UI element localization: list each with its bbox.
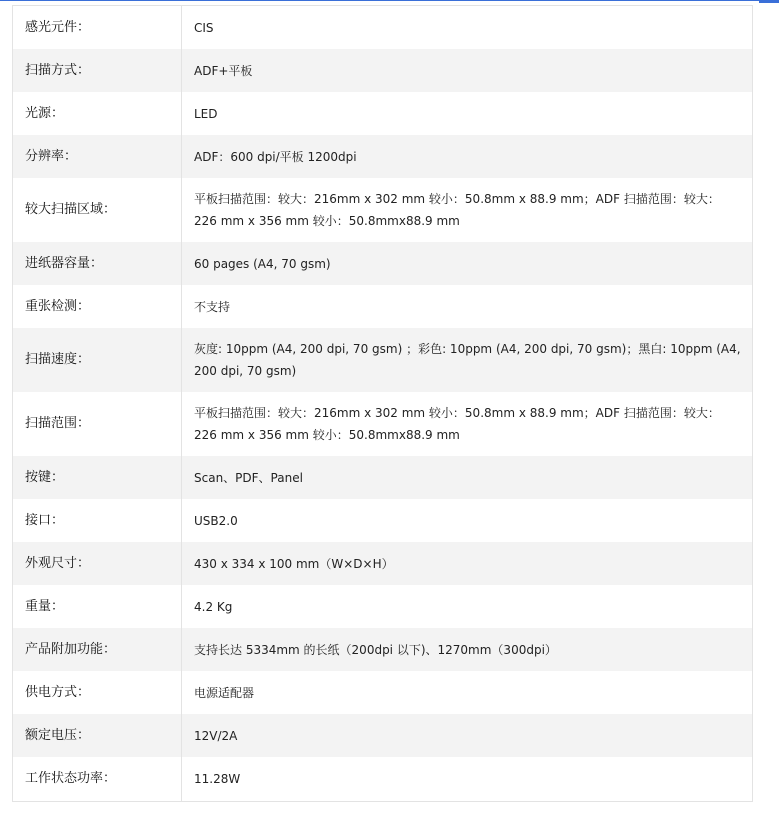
spec-value: 平板扫描范围：较大：216mm x 302 mm 较小：50.8mm x 88.9 mm；ADF 扫描范围：较大：226 mm x 356 mm 较小：50.8mmx88.9 mm <box>194 406 720 442</box>
spec-row-weight <box>13 585 753 628</box>
spec-label: 重量： <box>13 585 182 628</box>
spec-label: 外观尺寸： <box>13 542 182 585</box>
spec-table <box>12 5 753 802</box>
spec-label: 进纸器容量： <box>13 242 182 285</box>
spec-label: 额定电压： <box>13 714 182 757</box>
spec-value: 11.28W <box>194 772 241 786</box>
spec-row-resolution <box>13 135 753 178</box>
spec-label: 接口： <box>13 499 182 542</box>
spec-row-scan-method <box>13 49 753 92</box>
spec-row-buttons <box>13 456 753 499</box>
spec-row-light-source <box>13 92 753 135</box>
spec-value: 12V/2A <box>194 728 238 743</box>
spec-label: 感光元件： <box>13 6 182 50</box>
spec-row-rated-voltage <box>13 714 753 757</box>
spec-label: 重张检测： <box>13 285 182 328</box>
spec-row-interface <box>13 499 753 542</box>
spec-value: Scan、PDF、Panel <box>194 470 303 485</box>
spec-value: USB2.0 <box>194 513 238 528</box>
spec-value: 不支持 <box>194 299 231 314</box>
spec-value: ADF+平板 <box>194 63 253 78</box>
spec-row-power-supply <box>13 671 753 714</box>
top-accent-mark <box>759 0 779 3</box>
spec-row-dimensions <box>13 542 753 585</box>
spec-label: 光源： <box>13 92 182 135</box>
spec-value: 灰度: 10ppm (A4, 200 dpi, 70 gsm) ；彩色: 10ppm (A4, 200 dpi, 70 gsm)；黑白: 10ppm (A4, 200 dpi, 70 gsm) <box>194 342 741 378</box>
spec-label: 按键： <box>13 456 182 499</box>
spec-value: 430 x 334 x 100 mm（W×D×H） <box>194 556 394 571</box>
spec-label: 扫描范围： <box>13 392 182 456</box>
spec-value: 4.2 Kg <box>194 599 233 614</box>
spec-row-double-feed <box>13 285 753 328</box>
spec-row-extra-features <box>13 628 753 671</box>
spec-row-scan-speed <box>13 328 753 392</box>
spec-label: 供电方式： <box>13 671 182 714</box>
spec-label: 工作状态功率： <box>13 757 182 802</box>
spec-row-scan-range <box>13 392 753 456</box>
spec-value: LED <box>194 106 218 121</box>
spec-label: 较大扫描区域： <box>13 178 182 242</box>
spec-value: CIS <box>194 20 214 35</box>
spec-value: 电源适配器 <box>194 685 255 700</box>
spec-label: 扫描速度： <box>13 328 182 392</box>
spec-label: 扫描方式： <box>13 49 182 92</box>
spec-row-feeder-capacity <box>13 242 753 285</box>
spec-value: 平板扫描范围：较大：216mm x 302 mm 较小：50.8mm x 88.9 mm；ADF 扫描范围：较大：226 mm x 356 mm 较小：50.8mmx88.9 mm <box>194 192 720 228</box>
spec-value: ADF：600 dpi/平板 1200dpi <box>194 149 357 164</box>
top-accent-line <box>0 0 779 3</box>
spec-row-max-scan-area <box>13 178 753 242</box>
spec-value: 支持长达 5334mm 的长纸（200dpi 以下)、1270mm（300dpi） <box>194 642 557 657</box>
spec-label: 产品附加功能： <box>13 628 182 671</box>
spec-row-sensor <box>13 6 753 50</box>
spec-label: 分辨率： <box>13 135 182 178</box>
spec-value: 60 pages (A4, 70 gsm) <box>194 256 331 271</box>
spec-row-operating-power <box>13 757 753 802</box>
